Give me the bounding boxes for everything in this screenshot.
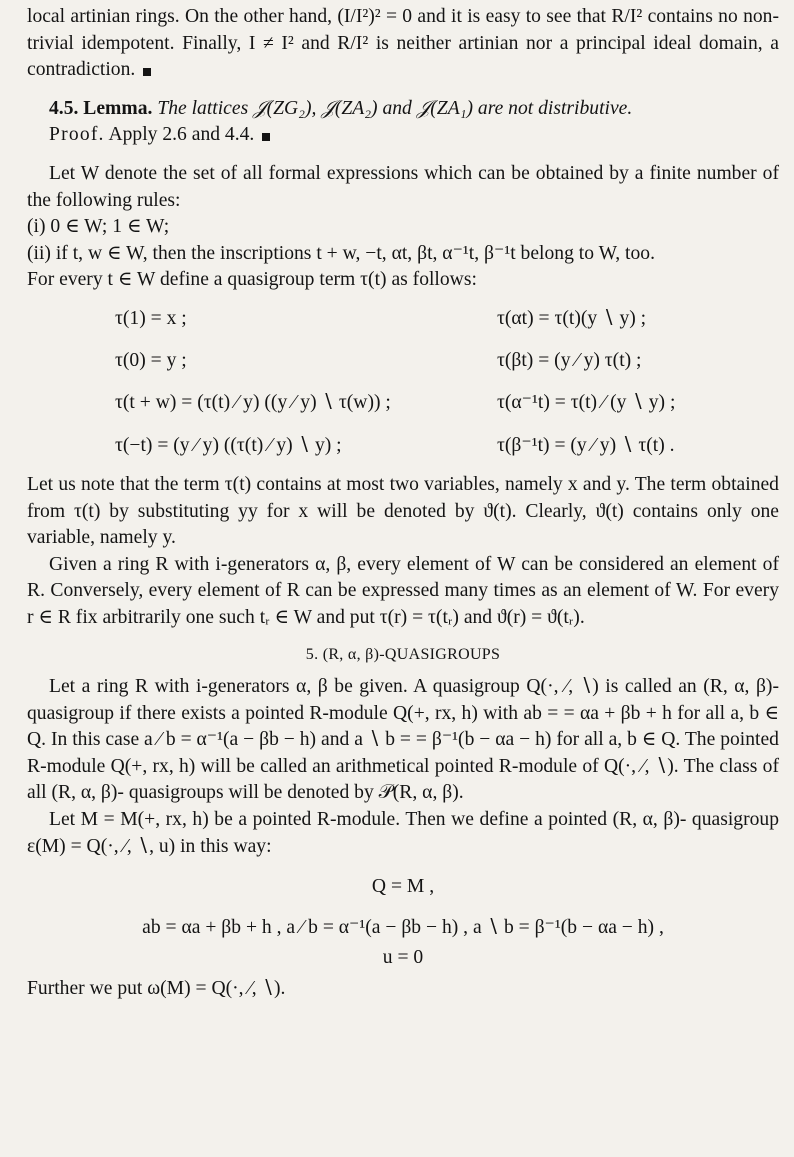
text-line: Given a ring R with i-generators α, β, every element of W can be considered an xyxy=(49,553,689,575)
section-title: 5. (R, α, β)-QUASIGROUPS xyxy=(305,645,501,663)
proof-label: Proof. xyxy=(49,124,105,146)
rule-i: (i) 0 ∈ W; 1 ∈ W; xyxy=(27,216,170,238)
paragraph-M xyxy=(27,807,779,860)
text-line: Let a ring R with i-generators α, β be given. A quasigroup Q(·, ⁄, ∖) is called an xyxy=(49,676,697,698)
text-line: called an arithmetical pointed R-module of Q(·, ⁄, ∖). The class of all (R, α, β)- xyxy=(27,755,779,804)
tau-intro: For every t ∈ W define a quasigroup term τ(t) as follows: xyxy=(27,269,477,291)
tau-definitions xyxy=(27,300,779,472)
paragraph-W xyxy=(27,161,779,214)
text-line: local artinian rings. On the other hand, (I/I²)² = 0 and it is easy to see that R/I² xyxy=(27,6,643,27)
def-right-2: τ(βt) = (y ⁄ y) τ(t) ; xyxy=(497,349,642,371)
paragraph-final: Further we put ω(M) = Q(·, ⁄, ∖). xyxy=(27,978,286,1000)
def-left-4: τ(−t) = (y ⁄ y) ((τ(t) ⁄ y) ∖ y) ; xyxy=(115,434,342,456)
text-line: term obtained from τ(t) by substituting yy for x will be denoted by ϑ(t). Clearly, xyxy=(27,473,779,522)
text-line: nor a principal ideal domain, a contradiction. xyxy=(27,32,779,81)
proof xyxy=(27,122,779,149)
text-line: quasigroup ε(M) = Q(·, ⁄, ∖, u) in this way: xyxy=(27,809,779,857)
def-right-4: τ(β⁻¹t) = (y ⁄ y) ∖ τ(t) . xyxy=(497,434,675,456)
paragraph-quasigroup xyxy=(27,674,779,807)
rule-ii: (ii) if t, w ∈ W, then the inscriptions t + w, −t, αt, βt, α⁻¹t, β⁻¹t belong to W, too. xyxy=(27,242,655,264)
qed-square-icon xyxy=(143,68,151,76)
text-line: and ϑ(r) = ϑ(tᵣ). xyxy=(463,606,585,628)
paragraph-top xyxy=(27,4,779,84)
lemma-label: 4.5. Lemma. xyxy=(49,97,153,119)
text-line: = αa + βb + h for all a, b ∈ Q. In this case a ⁄ b = α⁻¹(a − βb − h) and a ∖ b = xyxy=(27,702,779,751)
text-line: (R, α, β)-quasigroup if there exists a pointed R-module Q(+, rx, h) with ab = xyxy=(27,676,779,724)
display-equation-3: u = 0 xyxy=(382,947,424,969)
text-line: ϑ(t) contains only one variable, namely y. xyxy=(27,500,779,549)
paragraph-ring xyxy=(27,552,779,632)
text-line: Let W denote the set of all formal expressions which can be obtained by a finite xyxy=(49,162,691,184)
display-equation-1: Q = M , xyxy=(371,876,435,898)
display-equation-2: ab = αa + βb + h , a ⁄ b = α⁻¹(a − βb − h) , a ∖ b = β⁻¹(b − αa − h) , xyxy=(142,916,664,938)
text-line: = β⁻¹(b − αa − h) for all a, b ∈ Q. The pointed R-module Q(+, rx, h) will be xyxy=(27,729,779,777)
lemma-4-5 xyxy=(27,96,779,123)
text-line: Let M = M(+, rx, h) be a pointed R-module. Then we define a pointed (R, α, β)- xyxy=(49,809,687,831)
text-line: number of the following rules: xyxy=(27,162,780,211)
proof-text: Apply 2.6 and 4.4. xyxy=(108,124,255,146)
page xyxy=(27,4,779,1003)
def-left-1: τ(1) = x ; xyxy=(115,307,187,329)
def-right-3: τ(α⁻¹t) = τ(t) ⁄ (y ∖ y) ; xyxy=(497,391,676,413)
def-left-3: τ(t + w) = (τ(t) ⁄ y) ((y ⁄ y) ∖ τ(w)) ; xyxy=(115,391,391,413)
text-line: element of R. Conversely, every element of R can be expressed many times as an xyxy=(27,553,779,602)
text-line: element of W. For every r ∈ R fix arbitrarily one such tᵣ ∈ W and put τ(r) = τ(tᵣ) xyxy=(27,580,779,628)
text-line: contains no non-trivial idempotent. Finally, I ≠ I² and R/I² is neither artinian xyxy=(27,6,779,54)
lemma-statement: The lattices 𝒥(ZG₂), 𝒥(ZA₂) and 𝒥(ZA₁) are not distributive. xyxy=(157,97,633,119)
paragraph-note xyxy=(27,472,779,552)
def-right-1: τ(αt) = τ(t)(y ∖ y) ; xyxy=(497,307,647,329)
text-line: quasigroups will be denoted by 𝒫(R, α, β). xyxy=(128,782,464,804)
text-line: Let us note that the term τ(t) contains at most two variables, namely x and y. The xyxy=(27,473,666,495)
def-left-2: τ(0) = y ; xyxy=(115,349,187,371)
qed-square-icon xyxy=(262,133,270,141)
